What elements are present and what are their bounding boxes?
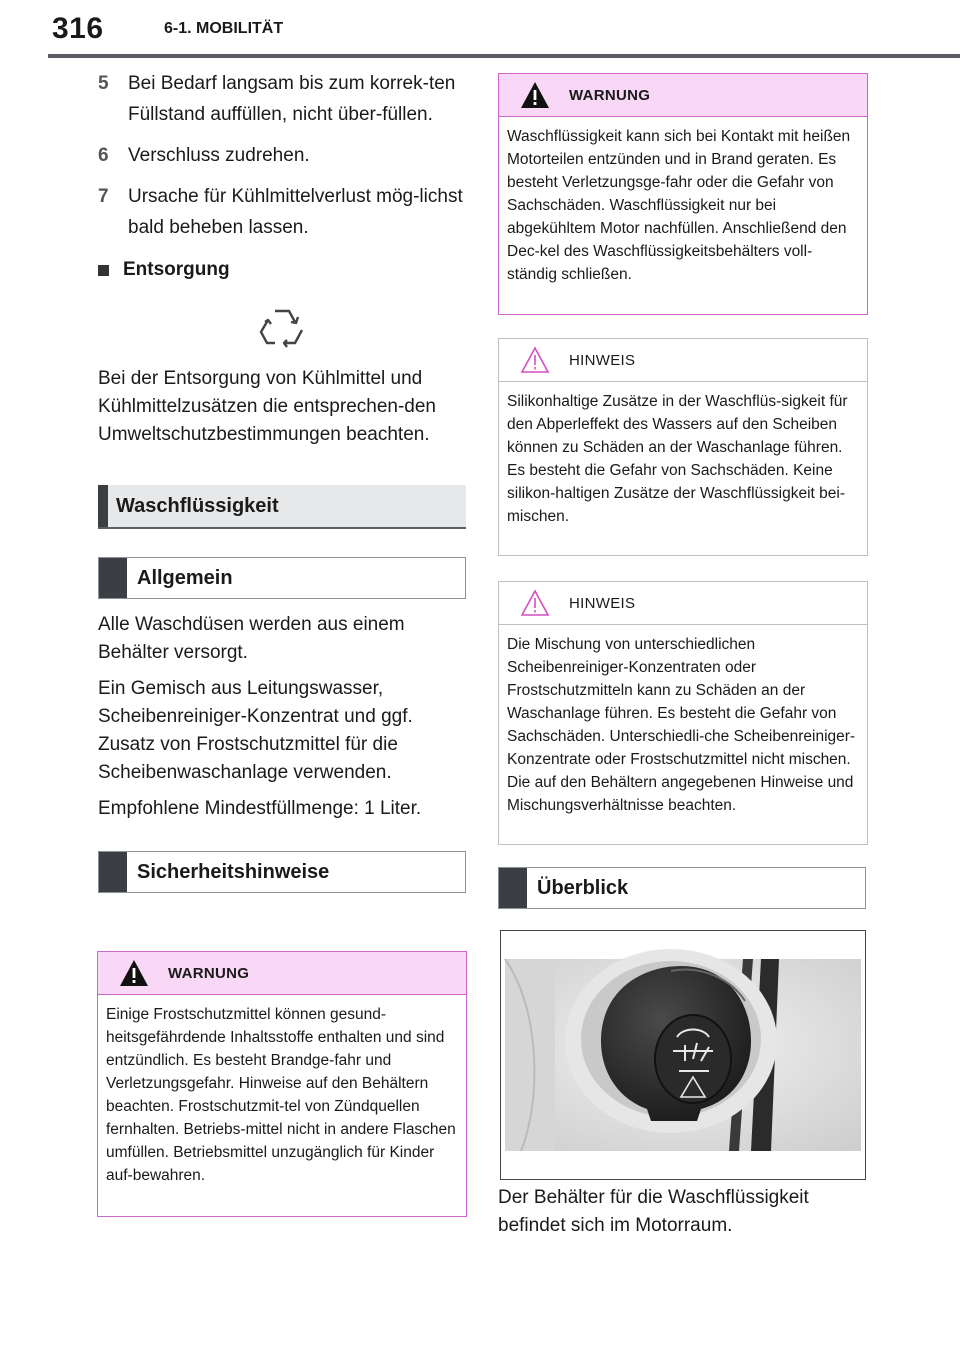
step-text: Ursache für Kühlmittelverlust mög-lichst bald beheben lassen. — [128, 186, 463, 238]
photo-caption: Der Behälter für die Waschflüssigkeit befindet sich im Motorraum. — [498, 1187, 809, 1236]
general-para: Empfohlene Mindestfüllmenge: 1 Liter. — [98, 798, 422, 819]
section-title: 6-1. MOBILITÄT — [164, 20, 284, 37]
notice-header — [499, 582, 867, 625]
heading-bar — [99, 558, 127, 598]
notice-text: Silikonhaltige Zusätze in der Waschflüs-sigkeit für den Abperleffekt des Wassers auf den Scheiben können zu Schäden an der Waschanlage führen. Es besteht die Gefahr von Sachschäden. Keine silikon-haltigen Zusätze der Waschflüssigkeit bei-mischen. — [507, 393, 848, 525]
warning-header — [98, 952, 466, 995]
notice-box-mixing — [498, 581, 868, 845]
square-bullet-icon — [98, 265, 109, 276]
warning-text: Waschflüssigkeit kann sich bei Kontakt mit heißen Motorteilen entzünden und in Brand geraten. Es besteht Verletzungsge-fahr oder die Gefahr von Sachschäden. Waschflüssigkeit nur bei abgekühltem Motor nachfüllen. Anschließend den Dec-kel des Waschflüssigkeitsbehälters voll-ständig schließen. — [507, 128, 851, 283]
notice-text: Die Mischung von unterschiedlichen Scheibenreiniger-Konzentraten oder Frostschutzmitteln kann zu Schäden an der Waschanlage führen. Es besteht die Gefahr von Sachschäden. Unterschiedli-che Scheibenreiniger-Konzentrate oder Frostschutzmittel nicht mischen. Die auf den Behältern angegebenen Hinweise und Mischungsverhältnisse beachten. — [507, 636, 856, 814]
step-text: Bei Bedarf langsam bis zum korrek-ten Füllstand auffüllen, nicht über-füllen. — [128, 73, 456, 125]
notice-label: HINWEIS — [569, 351, 636, 369]
disposal-heading-text: Entsorgung — [123, 259, 230, 280]
left-column — [98, 68, 466, 893]
safety-heading — [98, 851, 466, 893]
general-para: Ein Gemisch aus Leitungswasser, Scheibenreiniger-Konzentrat und ggf. Zusatz von Frostschutzmittel für die Scheibenwaschanlage verwenden. — [98, 678, 413, 783]
warning-text: Einige Frostschutzmittel können gesund-heitsgefährdende Inhaltsstoffe enthalten und sind entzündlich. Es besteht Brandge-fahr und Verletzungsgefahr. Hinweise auf den Behältern beachten. Frostschutzmit-tel von Zündquellen fernhalten. Betriebs-mittel nicht in andere Flaschen umfüllen. Betriebsmittel unzugänglich für Kinder auf-bewahren. — [106, 1006, 456, 1184]
page-header — [0, 0, 960, 60]
warning-triangle-icon — [118, 958, 150, 988]
warning-label: WARNUNG — [569, 86, 651, 104]
washer-reservoir-photo — [500, 930, 866, 1180]
warning-box-washer-fluid — [498, 73, 868, 315]
step-number: 7 — [98, 186, 109, 207]
disposal-heading — [98, 259, 466, 281]
safety-heading-text: Sicherheitshinweise — [137, 860, 330, 883]
warning-box-antifreeze — [97, 951, 467, 1217]
warning-label: WARNUNG — [168, 964, 250, 982]
washer-fluid-heading — [98, 485, 466, 529]
overview-heading-text: Überblick — [537, 876, 629, 899]
step-number: 5 — [98, 73, 109, 94]
general-para: Alle Waschdüsen werden aus einem Behälter versorgt. — [98, 614, 405, 663]
caution-triangle-icon — [519, 588, 551, 618]
notice-box-silicone — [498, 338, 868, 556]
warning-header — [499, 74, 867, 117]
step-number: 6 — [98, 145, 109, 166]
header-rule — [48, 54, 960, 58]
step-7 — [98, 181, 466, 243]
overview-heading — [498, 867, 866, 909]
warning-triangle-icon — [519, 80, 551, 110]
washer-fluid-heading-text: Waschflüssigkeit — [116, 494, 279, 517]
caution-triangle-icon — [519, 345, 551, 375]
notice-label: HINWEIS — [569, 594, 636, 612]
step-5 — [98, 68, 466, 130]
heading-bar — [499, 868, 527, 908]
general-heading-text: Allgemein — [137, 566, 233, 589]
notice-header — [499, 339, 867, 382]
disposal-text: Bei der Entsorgung von Kühlmittel und Kühlmittelzusätzen die entsprechen-den Umweltschutzbestimmungen beachten. — [98, 368, 436, 445]
recycling-icon — [98, 303, 466, 357]
general-paragraphs — [98, 611, 466, 823]
step-text: Verschluss zudrehen. — [128, 145, 310, 166]
general-heading — [98, 557, 466, 599]
heading-bar — [98, 485, 108, 527]
step-6 — [98, 140, 466, 171]
page-number: 316 — [52, 12, 104, 45]
heading-bar — [99, 852, 127, 892]
